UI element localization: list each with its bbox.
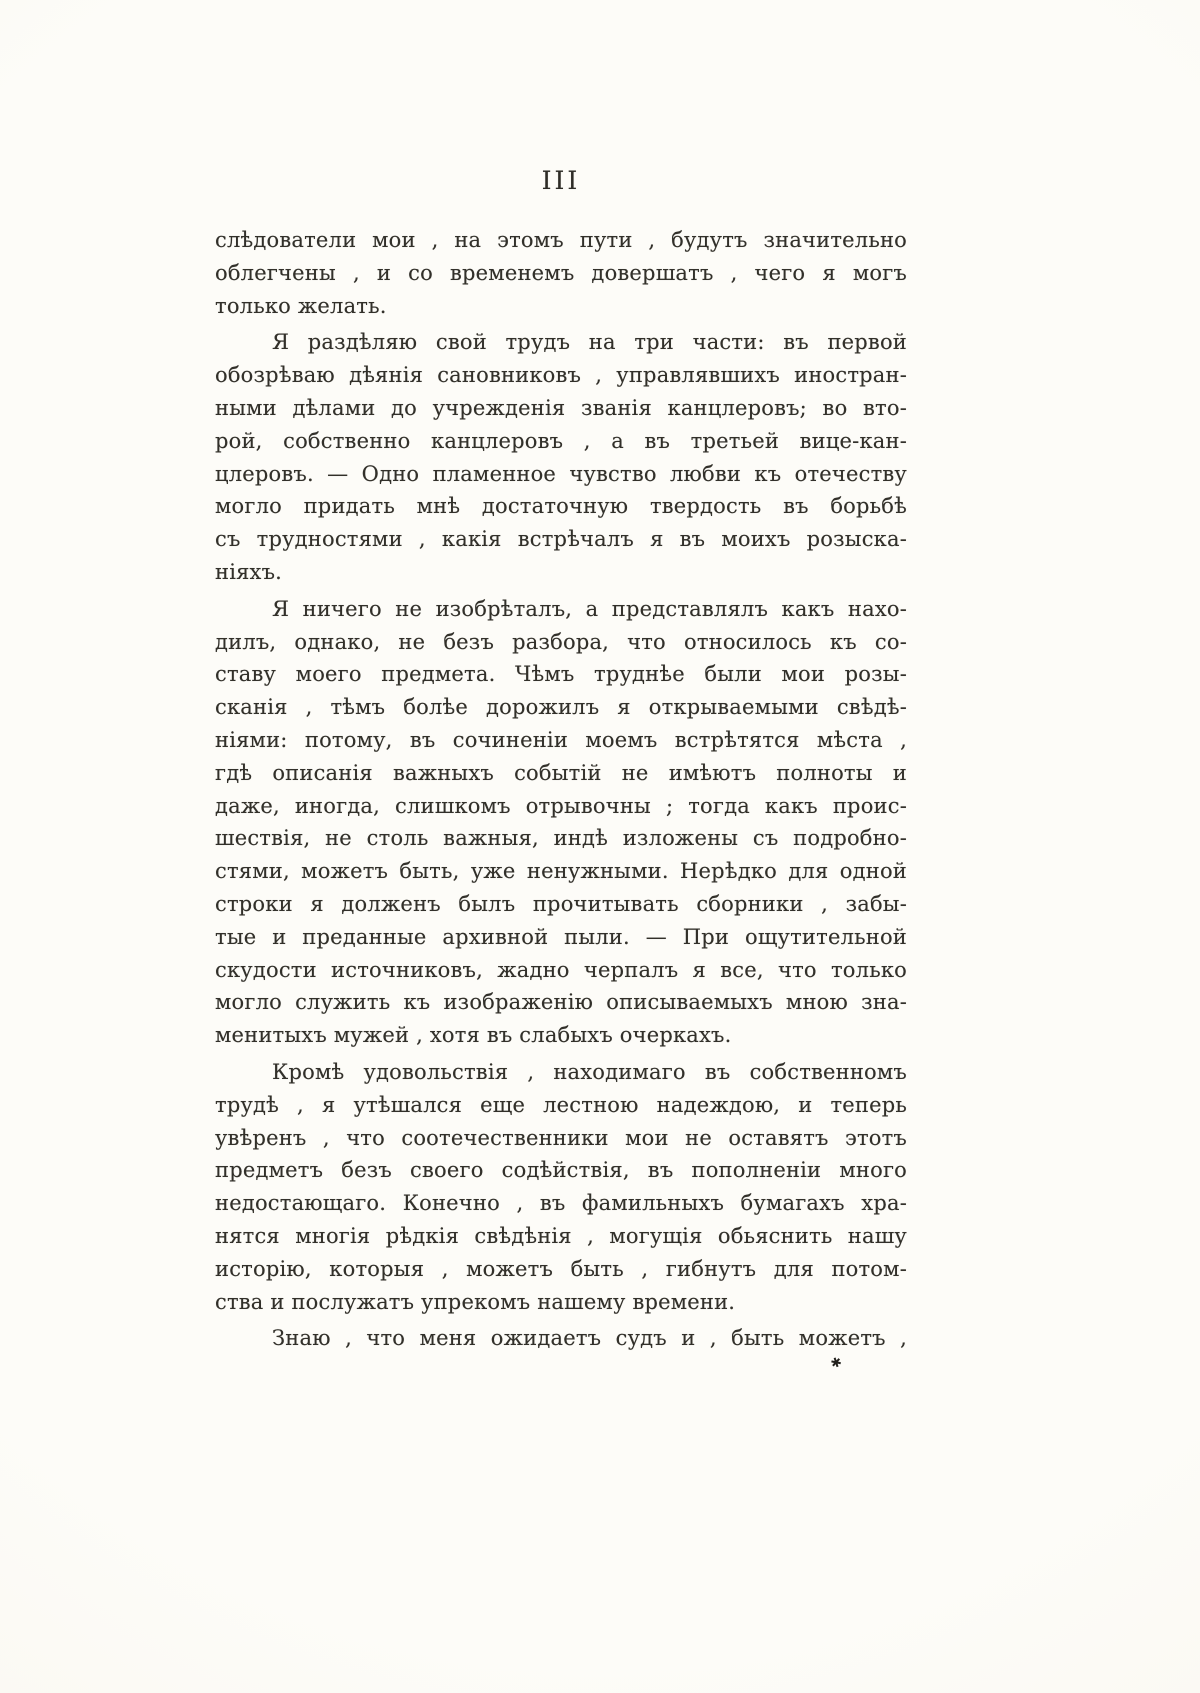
paragraph xyxy=(215,593,907,1052)
text-line: ставу моего предмета. Чѣмъ труднѣе были мои розы- xyxy=(215,662,907,687)
text-line: Я раздѣляю свой трудъ на три части: въ первой xyxy=(272,330,907,355)
text-line: гдѣ описанія важныхъ событій не имѣютъ полноты и xyxy=(215,760,907,785)
printer-mark: ✱ xyxy=(828,1354,844,1373)
text-line: трудѣ , я утѣшался еще лестною надеждою, и теперь xyxy=(215,1092,907,1117)
text-line: цлеровъ. — Одно пламенное чувство любви къ отечеству xyxy=(215,461,907,486)
text-line: Я ничего не изобрѣталъ, а представлялъ какъ нахо- xyxy=(272,596,907,621)
text-line: могло придать мнѣ достаточную твердость въ борьбѣ xyxy=(215,494,907,519)
text-line: строки я долженъ былъ прочитывать сборники , забы- xyxy=(215,891,907,916)
text-line: ства и послужатъ упрекомъ нашему времени. xyxy=(215,1289,736,1314)
text-line: увѣренъ , что соотечественники мои не оставятъ этотъ xyxy=(215,1125,907,1150)
text-line: сканія , тѣмъ болѣе дорожилъ я открываемыми свѣдѣ- xyxy=(215,695,907,720)
paragraph xyxy=(215,1322,907,1355)
text-line: дилъ, однако, не безъ разбора, что относилось къ со- xyxy=(215,629,907,654)
text-line: ніями: потому, въ сочиненіи моемъ встрѣтятся мѣста , xyxy=(215,727,907,752)
text-line: слѣдователи мои , на этомъ пути , будутъ значительно xyxy=(215,228,907,252)
text-line: ными дѣлами до учрежденія званія канцлеровъ; во вто- xyxy=(215,395,907,420)
page-number: III xyxy=(541,166,581,195)
text-line: менитыхъ мужей , хотя въ слабыхъ очеркахъ. xyxy=(215,1023,732,1048)
paragraph xyxy=(215,1056,907,1318)
text-line: даже, иногда, слишкомъ отрывочны ; тогда какъ проис- xyxy=(215,793,907,818)
text-line: исторію, которыя , можетъ быть , гибнутъ для потом- xyxy=(215,1256,907,1281)
text-line: могло служить къ изображенію описываемыхъ мною зна- xyxy=(215,990,907,1015)
text-line: скудости источниковъ, жадно черпалъ я все, что только xyxy=(215,957,907,982)
text-line: съ трудностями , какія встрѣчалъ я въ моихъ розыска- xyxy=(215,527,907,552)
paragraph xyxy=(215,224,907,322)
text-line: стями, можетъ быть, уже ненужными. Нерѣдко для одной xyxy=(215,859,907,884)
text-line: обозрѣваю дѣянія сановниковъ , управлявшихъ иностран- xyxy=(215,363,907,388)
text-line: шествія, не столь важныя, индѣ изложены съ подробно- xyxy=(215,826,907,851)
text-line: облегчены , и со временемъ довершатъ , чего я могъ xyxy=(215,260,907,285)
text-block xyxy=(215,224,907,1359)
paragraph xyxy=(215,326,907,588)
text-line: Знаю , что меня ожидаетъ судъ и , быть можетъ , xyxy=(272,1326,907,1351)
text-line: Кромѣ удовольствія , находимаго въ собственномъ xyxy=(272,1059,907,1084)
text-line: тые и преданные архивной пыли. — При ощутительной xyxy=(215,924,907,949)
text-line: предметъ безъ своего содѣйствія, въ пополненіи много xyxy=(215,1158,907,1183)
text-line: недостающаго. Конечно , въ фамильныхъ бумагахъ хра- xyxy=(215,1191,907,1216)
text-line: рой, собственно канцлеровъ , а въ третьей вице-кан- xyxy=(215,428,907,453)
text-line: нятся многія рѣдкія свѣдѣнія , могущія обьяснить нашу xyxy=(215,1223,907,1248)
text-line: ніяхъ. xyxy=(215,559,283,584)
text-line: только желать. xyxy=(215,293,387,318)
